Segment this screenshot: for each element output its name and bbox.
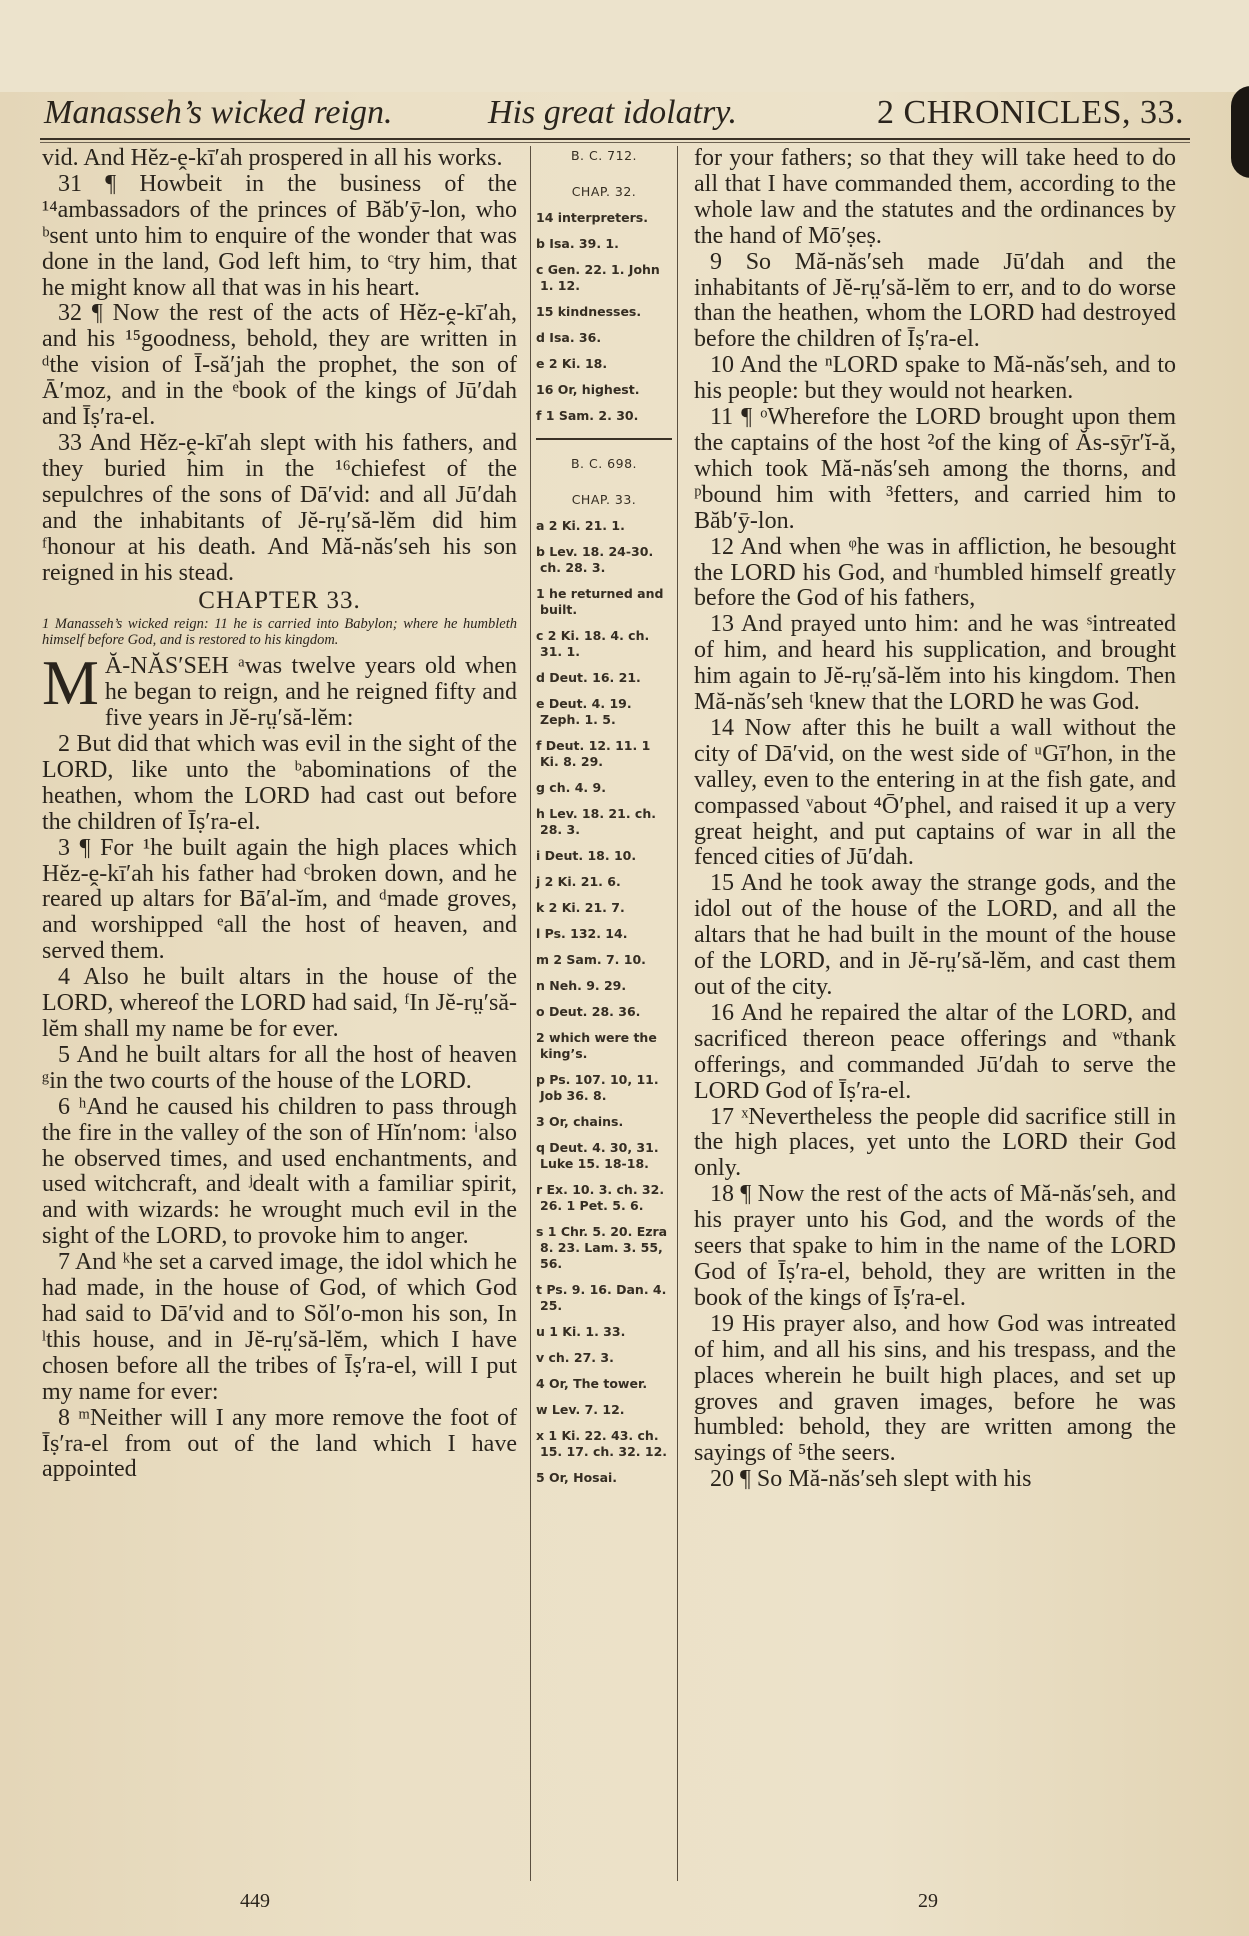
cross-reference: 14 interpreters. bbox=[536, 210, 648, 225]
cross-reference: o Deut. 28. 36. bbox=[536, 1004, 641, 1019]
verse-text: 20 ¶ So Mă-năs′seh slept with his bbox=[710, 1466, 1032, 1493]
cross-reference: 4 Or, The tower. bbox=[536, 1376, 648, 1391]
left-text-column bbox=[42, 146, 517, 1483]
cross-reference: w Lev. 7. 12. bbox=[536, 1402, 625, 1417]
cross-reference: f Deut. 12. 11. 1 Ki. 8. 29. bbox=[536, 738, 651, 769]
header-rule-thin bbox=[40, 142, 1190, 143]
cross-reference: 15 kindnesses. bbox=[536, 304, 642, 319]
cross-reference: 16 Or, highest. bbox=[536, 382, 640, 397]
verse-text: 5 And he built altars for all the host of heaven ᵍin the two courts of the house of the LORD. bbox=[42, 1041, 517, 1094]
margin-chapter-label: CHAP. 32. bbox=[571, 184, 637, 199]
cross-reference: l Ps. 132. 14. bbox=[536, 926, 628, 941]
cross-reference: s 1 Chr. 5. 20. Ezra 8. 23. Lam. 3. 55, 56. bbox=[536, 1224, 668, 1271]
cross-reference: m 2 Sam. 7. 10. bbox=[536, 952, 646, 967]
cross-reference: b Isa. 39. 1. bbox=[536, 236, 619, 251]
cross-reference: h Lev. 18. 21. ch. 28. 3. bbox=[536, 806, 656, 837]
drop-cap: M bbox=[42, 647, 99, 719]
cross-reference: v ch. 27. 3. bbox=[536, 1350, 614, 1365]
cross-reference: b Lev. 18. 24-30. ch. 28. 3. bbox=[536, 544, 654, 575]
margin-chapter-label: CHAP. 33. bbox=[571, 492, 637, 507]
verse-text: 12 And when ᵠhe was in affliction, he besought the LORD his God, and ʳhumbled himself greatly before the God of his fathers, bbox=[694, 533, 1176, 612]
cross-reference: x 1 Ki. 22. 43. ch. 15. 17. ch. 32. 12. bbox=[536, 1428, 668, 1459]
verse-text: 32 ¶ Now the rest of the acts of Hĕz-ḙ-kī′ah, and his ¹⁵goodness, behold, they are written in ᵈthe vision of Ī-să′jah the prophet, the son of Ā′moz, and in the ᵉbook of the kings of Jū′dah and Īṣ′ra-el. bbox=[42, 300, 517, 431]
verse-text: 4 Also he built altars in the house of the LORD, whereof the LORD had said, ᶠIn Jĕ-rṳ′să-lĕm shall my name be for ever. bbox=[42, 964, 517, 1042]
header-middle-title: His great idolatry. bbox=[488, 94, 738, 131]
verse-text: 18 ¶ Now the rest of the acts of Mă-năs′seh, and his prayer unto his God, and the words of the seers that spake to him in the name of the LORD God of Īṣ′ra-el, behold, they are written in the book of the kings of Īṣ′ra-el. bbox=[694, 1181, 1176, 1311]
cross-reference-margin bbox=[536, 148, 672, 1496]
cross-reference: t Ps. 9. 16. Dan. 4. 25. bbox=[536, 1282, 667, 1313]
verse-text: 15 And he took away the strange gods, and the idol out of the house of the LORD, and all the altars that he had built in the mount of the house of the LORD, and in Jĕ-rṳ′să-lĕm, and cast them out of the city. bbox=[694, 870, 1176, 1000]
verse-text: 2 But did that which was evil in the sight of the LORD, like unto the ᵇabominations of the heathen, whom the LORD had cast out before the children of Īṣ′ra-el. bbox=[42, 731, 517, 835]
page-top-edge bbox=[0, 0, 1249, 92]
verse-text: 11 ¶ ᵒWherefore the LORD brought upon them the captains of the host ²of the king of Ăs-sȳr′ĭ-ă, which took Mă-năs′seh among the thorns, and ᵖbound him with ³fetters, and carried him to Băb′ȳ-lon. bbox=[694, 404, 1176, 534]
cross-reference: i Deut. 18. 10. bbox=[536, 848, 637, 863]
date-note: B. C. 712. bbox=[570, 148, 638, 163]
cross-reference: f 1 Sam. 2. 30. bbox=[536, 408, 639, 423]
thumb-index-tab bbox=[1231, 86, 1249, 178]
verse-text: 8 ᵐNeither will I any more remove the foot of Īṣ′ra-el from out of the land which I have appointed bbox=[42, 1404, 517, 1483]
verse-text: 10 And the ⁿLORD spake to Mă-năs′seh, and to his people: but they would not hearken. bbox=[694, 352, 1176, 405]
cross-reference: 2 which were the king’s. bbox=[536, 1030, 657, 1061]
cross-reference: u 1 Ki. 1. 33. bbox=[536, 1324, 626, 1339]
cross-reference: j 2 Ki. 21. 6. bbox=[536, 874, 621, 889]
cross-reference: e Deut. 4. 19. Zeph. 1. 5. bbox=[536, 696, 632, 727]
verse-text: 7 And ᵏhe set a carved image, the idol which he had made, in the house of God, of which God had said to Dā′vid and to Sŏl′o-mon his son, In ˡthis house, and in Jĕ-rṳ′să-lĕm, which I have chosen before all the tribes of Īṣ′ra-el, will I put my name for ever: bbox=[42, 1249, 517, 1405]
verse-text: 14 Now after this he built a wall without the city of Dā′vid, on the west side of ᵘGī′hon, in the valley, even to the entering in at the fish gate, and compassed ᵛabout ⁴Ō′phel, and raised it up a very great height, and put captains of war in all the fenced cities of Jū′dah. bbox=[694, 714, 1176, 871]
column-divider bbox=[677, 146, 678, 1881]
header-left-title: Manasseh’s wicked reign. bbox=[44, 94, 393, 131]
cross-reference: e 2 Ki. 18. bbox=[536, 356, 608, 371]
verse-text: 31 ¶ Howbeit in the business of the ¹⁴ambassadors of the princes of Băb′ȳ-lon, who ᵇsent unto him to enquire of the wonder that was done in the land, God left him, to ᶜtry him, that he might know all that was in his heart. bbox=[42, 170, 517, 301]
chapter-heading: CHAPTER 33. bbox=[198, 587, 361, 615]
verse-text: Ă-NĂS′SEH ᵃwas twelve years old when he began to reign, and he reigned fifty and five years in Jĕ-rṳ′să-lĕm: bbox=[104, 653, 517, 732]
cross-reference: 1 he returned and built. bbox=[536, 586, 664, 617]
page-number-left: 449 bbox=[240, 1890, 270, 1912]
page-number-right: 29 bbox=[918, 1890, 938, 1912]
right-text-column bbox=[694, 146, 1176, 1493]
cross-reference: c Gen. 22. 1. John 1. 12. bbox=[536, 262, 660, 293]
cross-reference: k 2 Ki. 21. 7. bbox=[536, 900, 625, 915]
header-rule bbox=[40, 138, 1190, 140]
cross-reference: n Neh. 9. 29. bbox=[536, 978, 627, 993]
cross-reference: a 2 Ki. 21. 1. bbox=[536, 518, 625, 533]
header-book-chapter: 2 CHRONICLES, 33. bbox=[877, 94, 1184, 131]
verse-text: 16 And he repaired the altar of the LORD, and sacrificed thereon peace offerings and ʷthank offerings, and commanded Jū′dah to serve the LORD God of Īṣ′ra-el. bbox=[694, 999, 1176, 1104]
verse-text: 9 So Mă-năs′seh made Jū′dah and the inhabitants of Jĕ-rṳ′să-lĕm to err, and to do worse than the heathen, whom the LORD had destroyed before the children of Īṣ′ra-el. bbox=[694, 248, 1176, 353]
verse-text: 19 His prayer also, and how God was intreated of him, and all his sins, and his trespass, and the places wherein he built high places, and set up groves and graven images, before he was humbled: behold, they are written among the sayings of ⁵the seers. bbox=[694, 1310, 1176, 1467]
verse-text: for your fathers; so that they will take heed to do all that I have commanded them, according to the whole law and the statutes and the ordinances by the hand of Mō′ṣeṣ. bbox=[694, 145, 1176, 249]
date-note: B. C. 698. bbox=[570, 456, 638, 471]
verse-text: vid. And Hĕz-ḙ-kī′ah prospered in all his works. bbox=[42, 145, 503, 171]
cross-reference: 5 Or, Hosai. bbox=[536, 1470, 618, 1485]
verse-text: 13 And prayed unto him: and he was ˢintreated of him, and heard his supplication, and brought him again to Jĕ-rṳ′să-lĕm into his kingdom. Then Mă-năs′seh ᵗknew that the LORD he was God. bbox=[694, 611, 1176, 716]
verse-text: 17 ˣNevertheless the people did sacrifice still in the high places, yet unto the LORD their God only. bbox=[694, 1103, 1176, 1182]
margin-separator bbox=[536, 438, 672, 440]
cross-reference: q Deut. 4. 30, 31. Luke 15. 18-18. bbox=[536, 1140, 659, 1171]
running-header bbox=[44, 94, 1184, 134]
cross-reference: c 2 Ki. 18. 4. ch. 31. 1. bbox=[536, 628, 650, 659]
cross-reference: g ch. 4. 9. bbox=[536, 780, 606, 795]
chapter-opening bbox=[42, 647, 517, 732]
cross-reference: 3 Or, chains. bbox=[536, 1114, 624, 1129]
chapter-summary: 1 Manasseh’s wicked reign: 11 he is carried into Babylon; where he humbleth himself before God, and is restored to his kingdom. bbox=[42, 616, 517, 649]
column-divider bbox=[530, 146, 531, 1881]
cross-reference: r Ex. 10. 3. ch. 32. 26. 1 Pet. 5. 6. bbox=[536, 1182, 665, 1213]
cross-reference: p Ps. 107. 10, 11. Job 36. 8. bbox=[536, 1072, 659, 1103]
verse-text: 33 And Hĕz-ḙ-kī′ah slept with his fathers, and they buried him in the ¹⁶chiefest of the sepulchres of the sons of Dā′vid: and all Jū′dah and the inhabitants of Jĕ-rṳ′să-lĕm did him ᶠhonour at his death. And Mă-năs′seh his son reigned in his stead. bbox=[42, 429, 517, 586]
cross-reference: d Deut. 16. 21. bbox=[536, 670, 641, 685]
verse-text: 3 ¶ For ¹he built again the high places which Hĕz-ḙ-kī′ah his father had ᶜbroken down, and he reared up altars for Bā′al-ĭm, and ᵈmade groves, and worshipped ᵉall the host of heaven, and served them. bbox=[42, 834, 517, 965]
verse-text: 6 ʰAnd he caused his children to pass through the fire in the valley of the son of Hĭn′nom: ⁱalso he observed times, and used enchantments, and used witchcraft, and ʲdealt with a familiar spirit, and with wizards: he wrought much evil in the sight of the LORD, to provoke him to anger. bbox=[42, 1093, 517, 1250]
cross-reference: d Isa. 36. bbox=[536, 330, 602, 345]
